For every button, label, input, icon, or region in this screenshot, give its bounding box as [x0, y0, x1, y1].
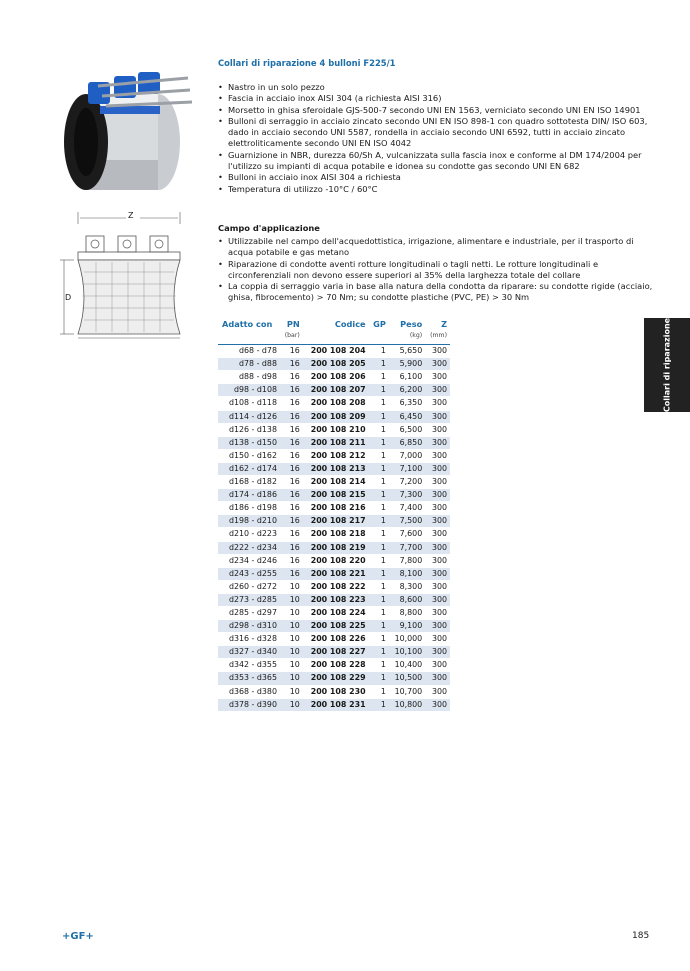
cell-pn: 16 — [280, 476, 303, 489]
technical-drawing — [56, 210, 198, 345]
cell-peso: 7,100 — [389, 462, 425, 475]
cell-z: 300 — [425, 580, 450, 593]
cell-adatto: d222 - d234 — [218, 541, 280, 554]
cell-adatto: d126 - d138 — [218, 423, 280, 436]
col-header-peso: Peso — [400, 319, 423, 329]
table-row — [218, 685, 450, 698]
cell-gp: 1 — [369, 567, 389, 580]
cell-peso: 7,800 — [389, 554, 425, 567]
cell-peso: 7,000 — [389, 449, 425, 462]
table-row — [218, 659, 450, 672]
product-photo — [58, 60, 196, 192]
cell-codice: 200 108 213 — [303, 462, 369, 475]
cell-codice: 200 108 229 — [303, 672, 369, 685]
cell-adatto: d186 - d198 — [218, 502, 280, 515]
cell-z: 300 — [425, 633, 450, 646]
cell-adatto: d138 - d150 — [218, 436, 280, 449]
cell-codice: 200 108 228 — [303, 659, 369, 672]
cell-peso: 8,300 — [389, 580, 425, 593]
cell-pn: 16 — [280, 528, 303, 541]
table-row — [218, 423, 450, 436]
application-heading: Campo d'applicazione — [218, 223, 320, 233]
cell-pn: 16 — [280, 345, 303, 358]
cell-codice: 200 108 218 — [303, 528, 369, 541]
cell-pn: 16 — [280, 436, 303, 449]
cell-gp: 1 — [369, 489, 389, 502]
cell-pn: 16 — [280, 397, 303, 410]
cell-codice: 200 108 217 — [303, 515, 369, 528]
table-row — [218, 397, 450, 410]
cell-pn: 10 — [280, 646, 303, 659]
cell-z: 300 — [425, 672, 450, 685]
cell-z: 300 — [425, 345, 450, 358]
col-header-z: Z — [441, 319, 447, 329]
cell-peso: 6,200 — [389, 384, 425, 397]
col-header-gp: GP — [373, 319, 386, 329]
table-row — [218, 620, 450, 633]
cell-pn: 10 — [280, 606, 303, 619]
feature-item: • Fascia in acciaio inox AISI 304 (a richiesta AISI 316) — [218, 93, 656, 104]
cell-pn: 10 — [280, 698, 303, 711]
cell-z: 300 — [425, 528, 450, 541]
cell-z: 300 — [425, 541, 450, 554]
col-header-codice: Codice — [334, 319, 366, 329]
cell-z: 300 — [425, 489, 450, 502]
cell-codice: 200 108 208 — [303, 397, 369, 410]
cell-z: 300 — [425, 646, 450, 659]
cell-adatto: d234 - d246 — [218, 554, 280, 567]
cell-codice: 200 108 226 — [303, 633, 369, 646]
cell-z: 300 — [425, 567, 450, 580]
cell-pn: 10 — [280, 633, 303, 646]
feature-item: • Nastro in un solo pezzo — [218, 82, 656, 93]
cell-pn: 10 — [280, 672, 303, 685]
cell-adatto: d243 - d255 — [218, 567, 280, 580]
application-item: • La coppia di serraggio varia in base alla natura della condotta da riparare: su condotte rigide (acciaio, ghisa, fibrocemento) > 70 Nm; su condotte plastiche (PVC, PE) > 30 Nm — [218, 281, 656, 304]
application-list — [218, 236, 656, 304]
cell-peso: 10,700 — [389, 685, 425, 698]
unit-cell — [369, 330, 389, 345]
cell-pn: 10 — [280, 659, 303, 672]
cell-pn: 16 — [280, 423, 303, 436]
table-row — [218, 410, 450, 423]
cell-gp: 1 — [369, 580, 389, 593]
table-row — [218, 528, 450, 541]
cell-codice: 200 108 209 — [303, 410, 369, 423]
cell-pn: 16 — [280, 358, 303, 371]
cell-z: 300 — [425, 515, 450, 528]
cell-peso: 10,000 — [389, 633, 425, 646]
table-row — [218, 449, 450, 462]
cell-pn: 16 — [280, 567, 303, 580]
cell-pn: 16 — [280, 462, 303, 475]
cell-adatto: d162 - d174 — [218, 462, 280, 475]
cell-codice: 200 108 214 — [303, 476, 369, 489]
cell-gp: 1 — [369, 646, 389, 659]
table-row — [218, 436, 450, 449]
table-row — [218, 698, 450, 711]
cell-gp: 1 — [369, 554, 389, 567]
cell-z: 300 — [425, 698, 450, 711]
cell-peso: 5,900 — [389, 358, 425, 371]
cell-gp: 1 — [369, 436, 389, 449]
cell-gp: 1 — [369, 358, 389, 371]
section-side-tab — [644, 318, 690, 412]
cell-pn: 16 — [280, 371, 303, 384]
feature-item: • Morsetto in ghisa sferoidale GJS-500-7 secondo UNI EN 1563, verniciato secondo UNI EN ISO 14901 — [218, 105, 656, 116]
cell-gp: 1 — [369, 633, 389, 646]
table-row — [218, 371, 450, 384]
table-row — [218, 633, 450, 646]
cell-adatto: d68 - d78 — [218, 345, 280, 358]
cell-gp: 1 — [369, 620, 389, 633]
cell-codice: 200 108 215 — [303, 489, 369, 502]
cell-codice: 200 108 207 — [303, 384, 369, 397]
cell-pn: 16 — [280, 384, 303, 397]
cell-peso: 8,600 — [389, 593, 425, 606]
cell-adatto: d98 - d108 — [218, 384, 280, 397]
product-table — [218, 319, 450, 712]
feature-item: • Bulloni in acciaio inox AISI 304 a richiesta — [218, 172, 656, 183]
feature-list — [218, 82, 656, 195]
cell-peso: 7,400 — [389, 502, 425, 515]
application-item: • Riparazione di condotte aventi rotture longitudinali o tagli netti. Le rotture longitudinali e circonferenziali non devono essere superiori al 35% della larghezza totale del collare — [218, 259, 656, 282]
cell-adatto: d198 - d210 — [218, 515, 280, 528]
cell-peso: 5,650 — [389, 345, 425, 358]
cell-z: 300 — [425, 436, 450, 449]
cell-peso: 10,800 — [389, 698, 425, 711]
cell-z: 300 — [425, 397, 450, 410]
cell-adatto: d78 - d88 — [218, 358, 280, 371]
cell-z: 300 — [425, 462, 450, 475]
cell-adatto: d114 - d126 — [218, 410, 280, 423]
cell-z: 300 — [425, 371, 450, 384]
cell-gp: 1 — [369, 410, 389, 423]
feature-item: • Guarnizione in NBR, durezza 60/Sh A, vulcanizzata sulla fascia inox e conforme al DM 174/2004 per l'utilizzo su impianti di acqua potabile e idonea su condotte gas secondo UNI EN 682 — [218, 150, 656, 173]
cell-gp: 1 — [369, 449, 389, 462]
drawing-label-z: Z — [128, 211, 134, 220]
col-header-adatto: Adatto con — [222, 319, 273, 329]
cell-adatto: d316 - d328 — [218, 633, 280, 646]
cell-codice: 200 108 205 — [303, 358, 369, 371]
table-row — [218, 476, 450, 489]
table-units-row — [218, 330, 450, 345]
cell-gp: 1 — [369, 384, 389, 397]
cell-pn: 16 — [280, 554, 303, 567]
cell-z: 300 — [425, 685, 450, 698]
table-row — [218, 489, 450, 502]
drawing-label-d: D — [65, 293, 72, 302]
page-title: Collari di riparazione 4 bulloni F225/1 — [218, 58, 396, 68]
cell-gp: 1 — [369, 593, 389, 606]
cell-z: 300 — [425, 606, 450, 619]
cell-adatto: d174 - d186 — [218, 489, 280, 502]
cell-codice: 200 108 210 — [303, 423, 369, 436]
table-row — [218, 646, 450, 659]
cell-z: 300 — [425, 593, 450, 606]
cell-gp: 1 — [369, 698, 389, 711]
unit-cell: (mm) — [425, 330, 450, 345]
cell-adatto: d108 - d118 — [218, 397, 280, 410]
table-row — [218, 554, 450, 567]
cell-pn: 10 — [280, 593, 303, 606]
cell-peso: 10,100 — [389, 646, 425, 659]
cell-peso: 7,300 — [389, 489, 425, 502]
feature-item: • Temperatura di utilizzo -10°C / 60°C — [218, 184, 656, 195]
table-row — [218, 384, 450, 397]
cell-codice: 200 108 204 — [303, 345, 369, 358]
cell-codice: 200 108 206 — [303, 371, 369, 384]
feature-item: • Bulloni di serraggio in acciaio zincato secondo UNI EN ISO 898-1 con quadro sottotesta DIN/ ISO 603, dado in acciaio secondo UNI 5587, rondella in acciaio secondo UNI 6592, tutti in acciaio zincato elettroliticamente secondo UNI EN ISO 4042 — [218, 116, 656, 150]
cell-pn: 10 — [280, 620, 303, 633]
cell-codice: 200 108 231 — [303, 698, 369, 711]
cell-pn: 16 — [280, 541, 303, 554]
gf-logo: +GF+ — [62, 931, 94, 942]
cell-adatto: d342 - d355 — [218, 659, 280, 672]
cell-pn: 16 — [280, 449, 303, 462]
cell-codice: 200 108 227 — [303, 646, 369, 659]
cell-adatto: d285 - d297 — [218, 606, 280, 619]
cell-peso: 6,450 — [389, 410, 425, 423]
table-row — [218, 502, 450, 515]
cell-gp: 1 — [369, 528, 389, 541]
unit-cell — [303, 330, 369, 345]
page-number: 185 — [632, 931, 650, 941]
cell-codice: 200 108 221 — [303, 567, 369, 580]
cell-codice: 200 108 211 — [303, 436, 369, 449]
table-row — [218, 672, 450, 685]
cell-z: 300 — [425, 384, 450, 397]
cell-codice: 200 108 219 — [303, 541, 369, 554]
cell-peso: 10,400 — [389, 659, 425, 672]
cell-pn: 16 — [280, 502, 303, 515]
application-item: • Utilizzabile nel campo dell'acquedottistica, irrigazione, alimentare e industriale, per il trasporto di acqua potabile e gas metano — [218, 236, 656, 259]
cell-pn: 16 — [280, 489, 303, 502]
col-header-pn: PN — [286, 319, 300, 329]
cell-pn: 16 — [280, 410, 303, 423]
cell-codice: 200 108 220 — [303, 554, 369, 567]
cell-z: 300 — [425, 358, 450, 371]
cell-gp: 1 — [369, 423, 389, 436]
table-row — [218, 580, 450, 593]
cell-gp: 1 — [369, 345, 389, 358]
side-tab-label: Collari di riparazione — [662, 317, 672, 413]
table-row — [218, 593, 450, 606]
cell-z: 300 — [425, 502, 450, 515]
cell-gp: 1 — [369, 371, 389, 384]
cell-adatto: d150 - d162 — [218, 449, 280, 462]
cell-gp: 1 — [369, 659, 389, 672]
cell-adatto: d353 - d365 — [218, 672, 280, 685]
cell-peso: 7,500 — [389, 515, 425, 528]
cell-peso: 8,100 — [389, 567, 425, 580]
cell-peso: 10,500 — [389, 672, 425, 685]
cell-z: 300 — [425, 423, 450, 436]
table-header-row — [218, 319, 450, 330]
cell-codice: 200 108 224 — [303, 606, 369, 619]
cell-adatto: d168 - d182 — [218, 476, 280, 489]
cell-gp: 1 — [369, 397, 389, 410]
cell-gp: 1 — [369, 541, 389, 554]
cell-z: 300 — [425, 554, 450, 567]
cell-adatto: d368 - d380 — [218, 685, 280, 698]
cell-z: 300 — [425, 476, 450, 489]
table-row — [218, 345, 450, 358]
cell-peso: 7,200 — [389, 476, 425, 489]
cell-gp: 1 — [369, 462, 389, 475]
cell-gp: 1 — [369, 685, 389, 698]
cell-codice: 200 108 225 — [303, 620, 369, 633]
unit-cell — [218, 330, 280, 345]
cell-adatto: d327 - d340 — [218, 646, 280, 659]
cell-pn: 10 — [280, 685, 303, 698]
table-row — [218, 515, 450, 528]
cell-z: 300 — [425, 449, 450, 462]
unit-cell: (bar) — [280, 330, 303, 345]
cell-codice: 200 108 222 — [303, 580, 369, 593]
cell-adatto: d88 - d98 — [218, 371, 280, 384]
cell-codice: 200 108 223 — [303, 593, 369, 606]
cell-gp: 1 — [369, 476, 389, 489]
cell-z: 300 — [425, 410, 450, 423]
table-row — [218, 606, 450, 619]
table-body — [218, 345, 450, 712]
cell-adatto: d273 - d285 — [218, 593, 280, 606]
cell-gp: 1 — [369, 606, 389, 619]
cell-pn: 16 — [280, 515, 303, 528]
cell-z: 300 — [425, 620, 450, 633]
cell-adatto: d210 - d223 — [218, 528, 280, 541]
cell-codice: 200 108 212 — [303, 449, 369, 462]
cell-peso: 8,800 — [389, 606, 425, 619]
cell-peso: 7,600 — [389, 528, 425, 541]
cell-codice: 200 108 216 — [303, 502, 369, 515]
table-row — [218, 567, 450, 580]
cell-peso: 6,500 — [389, 423, 425, 436]
cell-gp: 1 — [369, 672, 389, 685]
cell-adatto: d260 - d272 — [218, 580, 280, 593]
cell-adatto: d378 - d390 — [218, 698, 280, 711]
cell-peso: 6,100 — [389, 371, 425, 384]
cell-peso: 6,350 — [389, 397, 425, 410]
cell-z: 300 — [425, 659, 450, 672]
cell-gp: 1 — [369, 502, 389, 515]
table-row — [218, 462, 450, 475]
cell-gp: 1 — [369, 515, 389, 528]
cell-adatto: d298 - d310 — [218, 620, 280, 633]
table-row — [218, 358, 450, 371]
unit-cell: (kg) — [389, 330, 425, 345]
cell-pn: 10 — [280, 580, 303, 593]
cell-codice: 200 108 230 — [303, 685, 369, 698]
cell-peso: 7,700 — [389, 541, 425, 554]
cell-peso: 6,850 — [389, 436, 425, 449]
table-row — [218, 541, 450, 554]
cell-peso: 9,100 — [389, 620, 425, 633]
